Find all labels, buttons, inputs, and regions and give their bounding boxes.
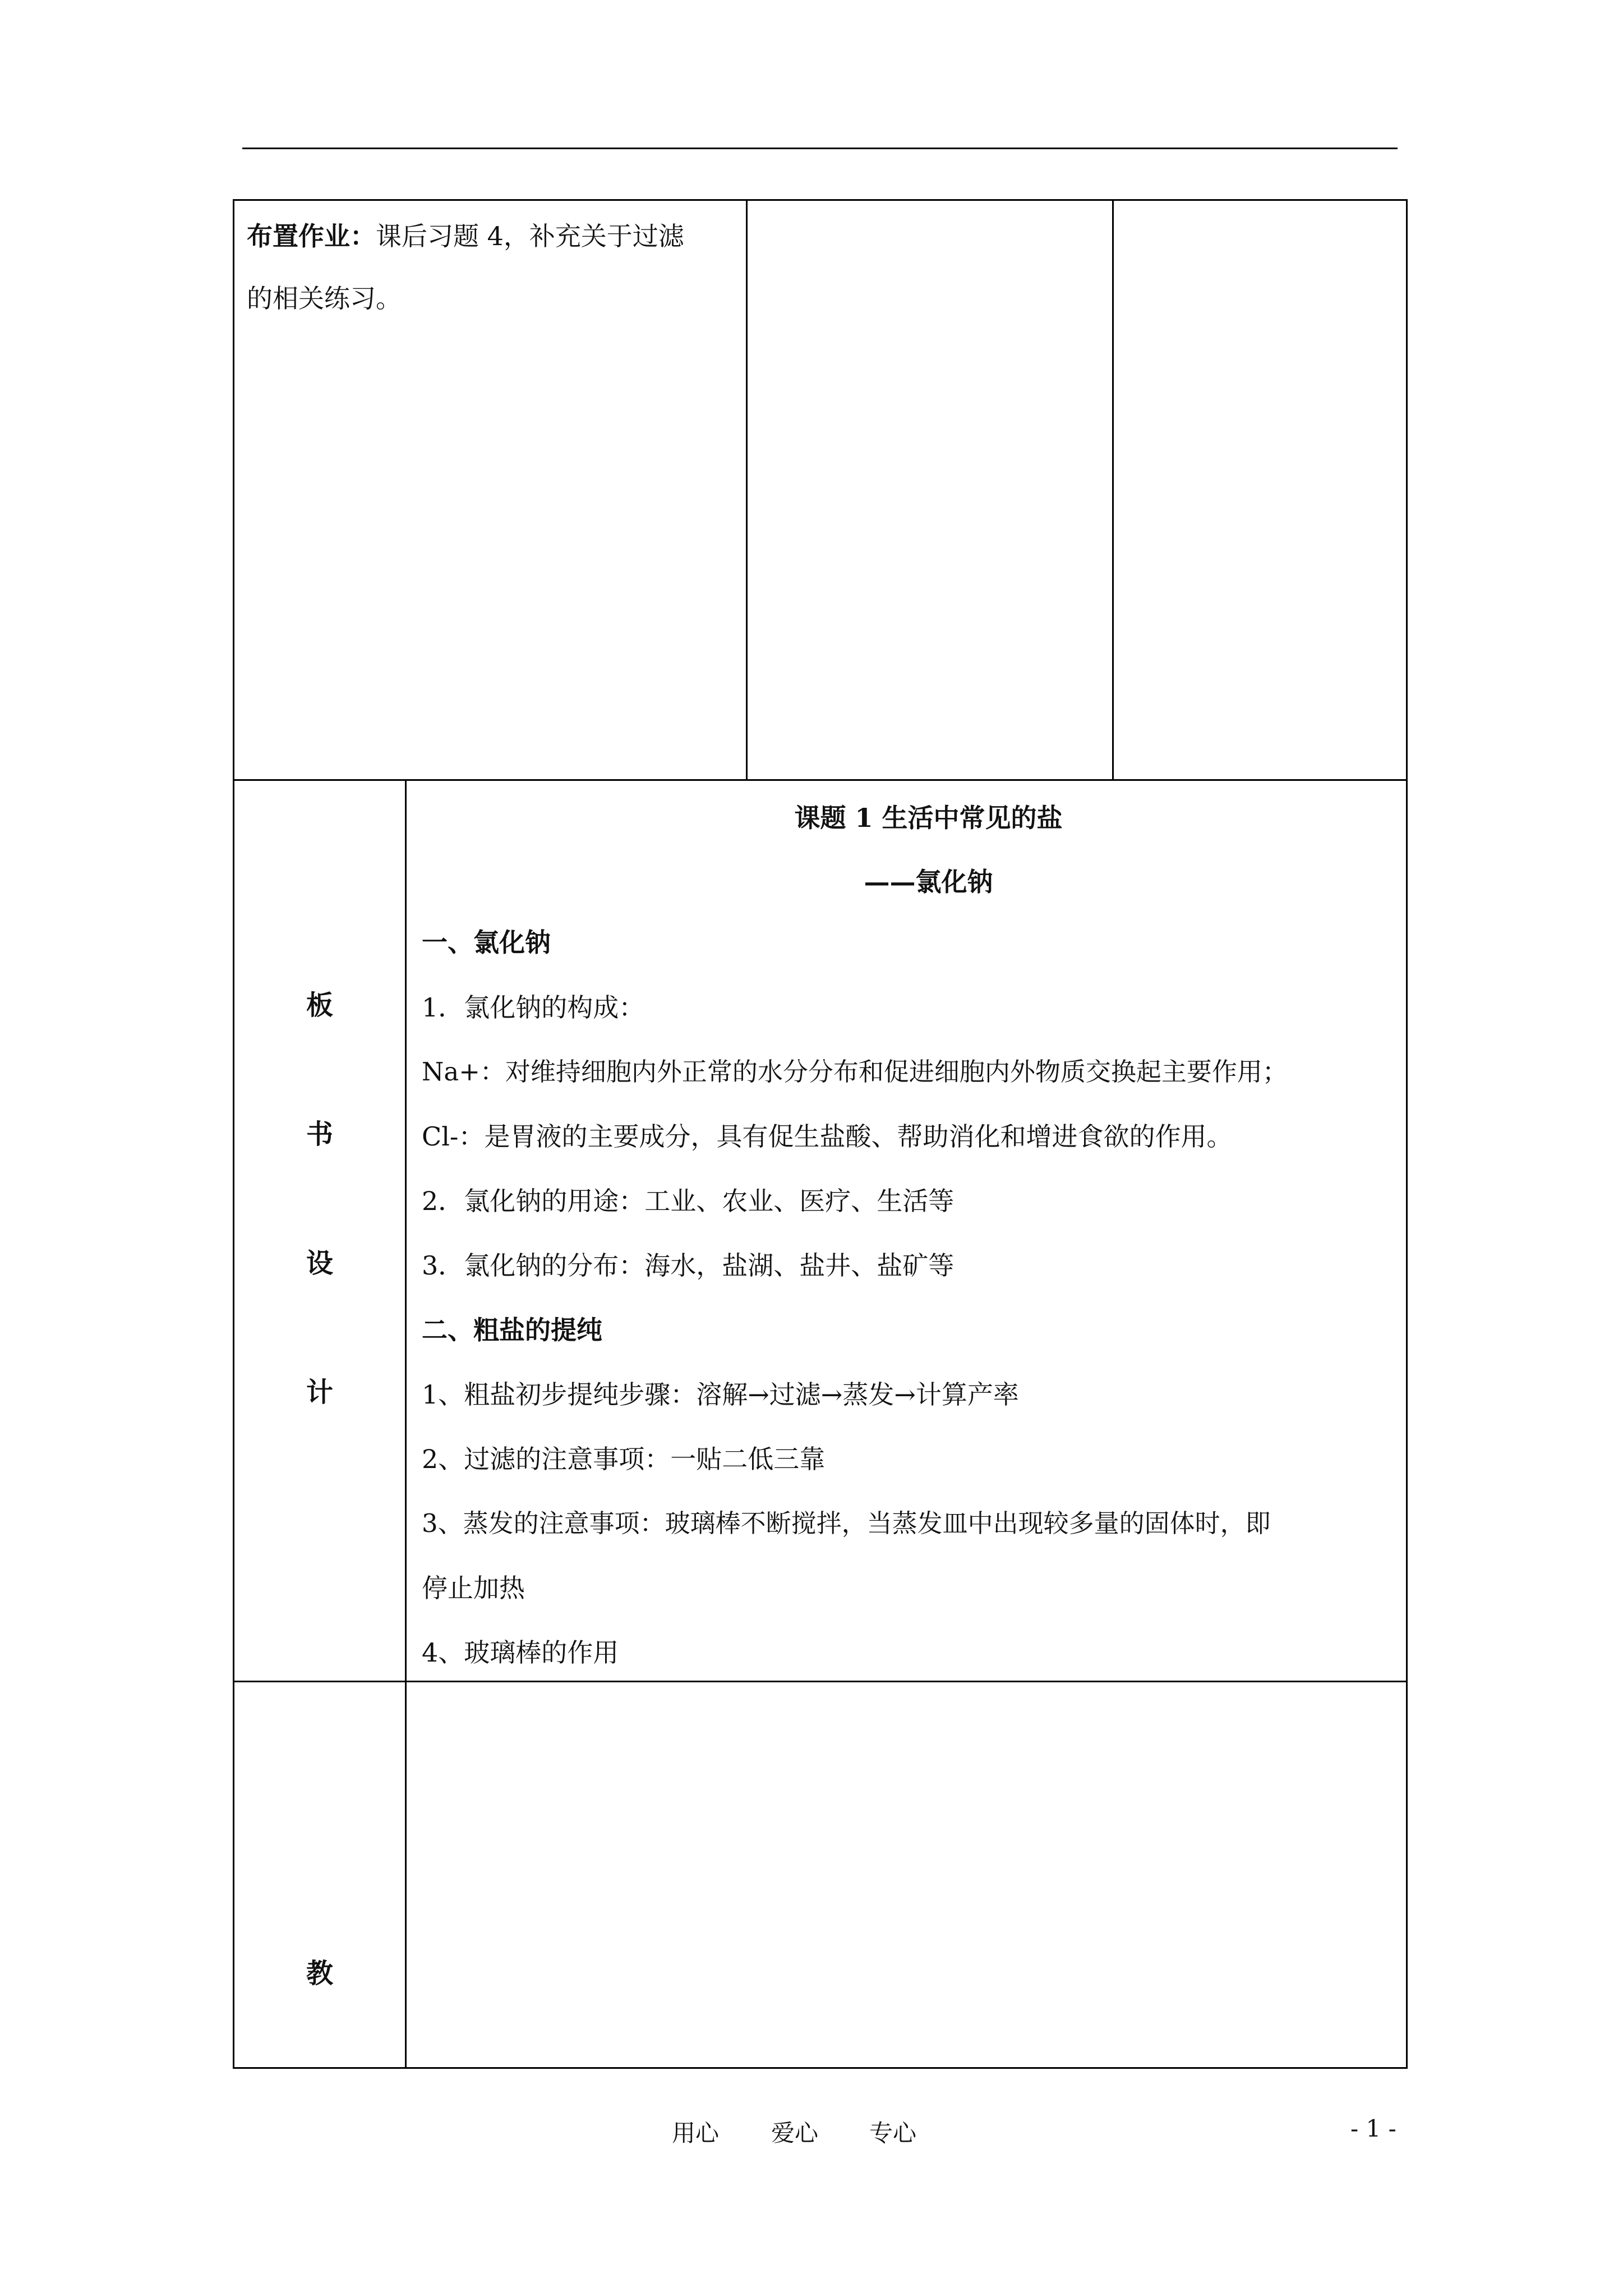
- board-line-4: Cl-：是胃液的主要成分，具有促生盐酸、帮助消化和增进食欲的作用。: [422, 1121, 1233, 1152]
- footer-left: 用心: [672, 2119, 720, 2147]
- board-line-9: 2、过滤的注意事项：一贴二低三靠: [422, 1444, 826, 1474]
- board-line-7: 二、粗盐的提纯: [422, 1315, 602, 1345]
- board-subtitle: ——氯化钠: [864, 867, 993, 897]
- footer-right: 专心: [869, 2119, 917, 2147]
- board-title: 课题 1 生活中常见的盐: [794, 803, 1063, 833]
- board-side-char-4: 计: [306, 1377, 333, 1408]
- board-line-3: Na+：对维持细胞内外正常的水分分布和促进细胞内外物质交换起主要作用；: [422, 1057, 1288, 1087]
- homework-text: 课后习题 4，补充关于过滤: [376, 221, 684, 251]
- board-line-11: 停止加热: [422, 1573, 525, 1603]
- board-line-10: 3、蒸发的注意事项：玻璃棒不断搅拌，当蒸发皿中出现较多量的固体时，即: [422, 1508, 1271, 1538]
- footer-middle: 爱心: [771, 2119, 819, 2147]
- bottom-side-char: 教: [306, 1958, 333, 1989]
- board-side-char-2: 书: [306, 1119, 333, 1150]
- board-line-8: 1、粗盐初步提纯步骤：溶解→过滤→蒸发→计算产率: [422, 1379, 1019, 1410]
- homework-line-2: 的相关练习。: [247, 283, 402, 314]
- board-line-1: 一、氯化钠: [422, 927, 551, 958]
- board-line-2: 1．氯化钠的构成：: [422, 992, 645, 1023]
- board-line-6: 3．氯化钠的分布：海水，盐湖、盐井、盐矿等: [422, 1250, 955, 1281]
- homework-label: 布置作业：: [247, 221, 376, 251]
- homework-line-1: [247, 204, 684, 269]
- board-line-5: 2．氯化钠的用途：工业、农业、医疗、生活等: [422, 1186, 955, 1216]
- board-line-12: 4、玻璃棒的作用: [422, 1637, 619, 1668]
- board-side-char-1: 板: [306, 990, 333, 1021]
- page-number: - 1 -: [1350, 2115, 1396, 2142]
- board-side-char-3: 设: [306, 1248, 333, 1279]
- header-rule: [242, 148, 1398, 149]
